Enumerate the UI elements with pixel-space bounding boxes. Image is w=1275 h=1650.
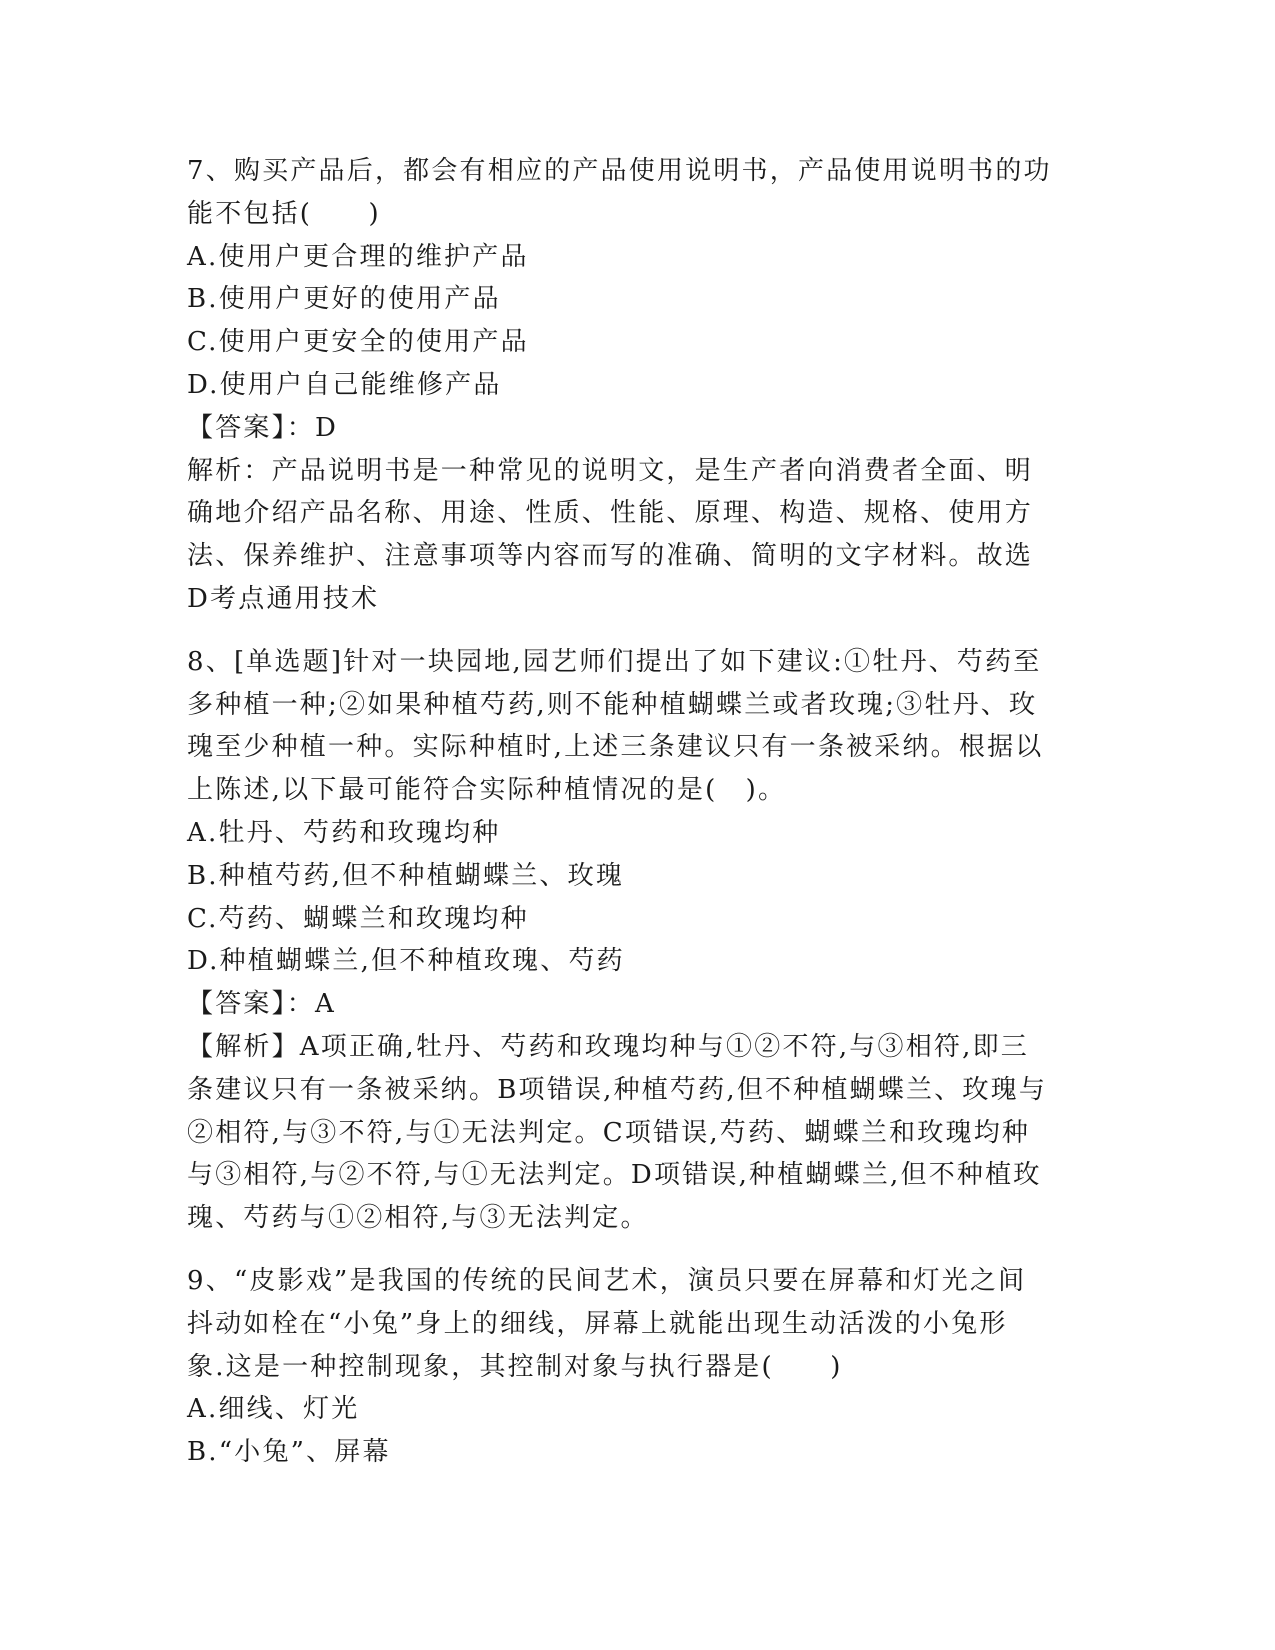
option-a: A.使用户更合理的维护产品	[187, 241, 529, 272]
option-c: C.芍药、蝴蝶兰和玫瑰均种	[187, 903, 529, 934]
question-stem-line: 上陈述,以下最可能符合实际种植情况的是( )。	[187, 775, 787, 806]
option-d: D.种植蝴蝶兰,但不种植玫瑰、芍药	[187, 946, 625, 977]
option-b: B.使用户更好的使用产品	[187, 284, 501, 315]
question-stem-line: 多种植一种;②如果种植芍药,则不能种植蝴蝶兰或者玫瑰;③牡丹、玫	[187, 689, 1038, 720]
option-a: A.细线、灯光	[187, 1394, 360, 1425]
analysis-line: 瑰、芍药与①②相符,与③无法判定。	[187, 1203, 649, 1234]
option-b: B.“小兔”、屏幕	[187, 1437, 391, 1468]
question-stem-line: 抖动如栓在“小兔”身上的细线，屏幕上就能出现生动活泼的小兔形	[187, 1308, 1008, 1339]
analysis-line: 法、保养维护、注意事项等内容而写的准确、简明的文字材料。故选	[187, 541, 1034, 572]
document-page	[187, 150, 1087, 1474]
question-stem-line: 8、[单选题]针对一块园地,园艺师们提出了如下建议:①牡丹、芍药至	[187, 646, 1042, 677]
analysis-line: ②相符,与③不符,与①无法判定。C项错误,芍药、蝴蝶兰和玫瑰均种	[187, 1117, 1031, 1148]
answer-line: 【答案】：A	[187, 989, 336, 1020]
question-8	[187, 641, 1087, 1240]
analysis-line: 条建议只有一条被采纳。B项错误,种植芍药,但不种植蝴蝶兰、玫瑰与	[187, 1074, 1048, 1105]
question-stem-line: 能不包括( )	[187, 198, 381, 229]
option-c: C.使用户更安全的使用产品	[187, 327, 529, 358]
question-stem-line: 9、“皮影戏”是我国的传统的民间艺术，演员只要在屏幕和灯光之间	[187, 1265, 1027, 1296]
analysis-line: 解析：产品说明书是一种常见的说明文，是生产者向消费者全面、明	[187, 455, 1034, 486]
option-b: B.种植芍药,但不种植蝴蝶兰、玫瑰	[187, 860, 625, 891]
option-d: D.使用户自己能维修产品	[187, 369, 502, 400]
question-9	[187, 1260, 1087, 1474]
analysis-line: D考点通用技术	[187, 583, 380, 614]
option-a: A.牡丹、芍药和玫瑰均种	[187, 817, 501, 848]
question-spacer	[187, 1240, 1087, 1260]
question-stem-line: 瑰至少种植一种。实际种植时,上述三条建议只有一条被采纳。根据以	[187, 732, 1044, 763]
answer-line: 【答案】：D	[187, 412, 339, 443]
question-7	[187, 150, 1087, 621]
analysis-line: 【解析】A项正确,牡丹、芍药和玫瑰均种与①②不符,与③相符,即三	[187, 1031, 1029, 1062]
question-stem-line: 7、购买产品后，都会有相应的产品使用说明书，产品使用说明书的功	[187, 156, 1052, 186]
analysis-line: 与③相符,与②不符,与①无法判定。D项错误,种植蝴蝶兰,但不种植玫	[187, 1160, 1042, 1191]
question-stem-line: 象.这是一种控制现象，其控制对象与执行器是( )	[187, 1351, 843, 1382]
question-spacer	[187, 621, 1087, 641]
analysis-line: 确地介绍产品名称、用途、性质、性能、原理、构造、规格、使用方	[187, 498, 1034, 529]
